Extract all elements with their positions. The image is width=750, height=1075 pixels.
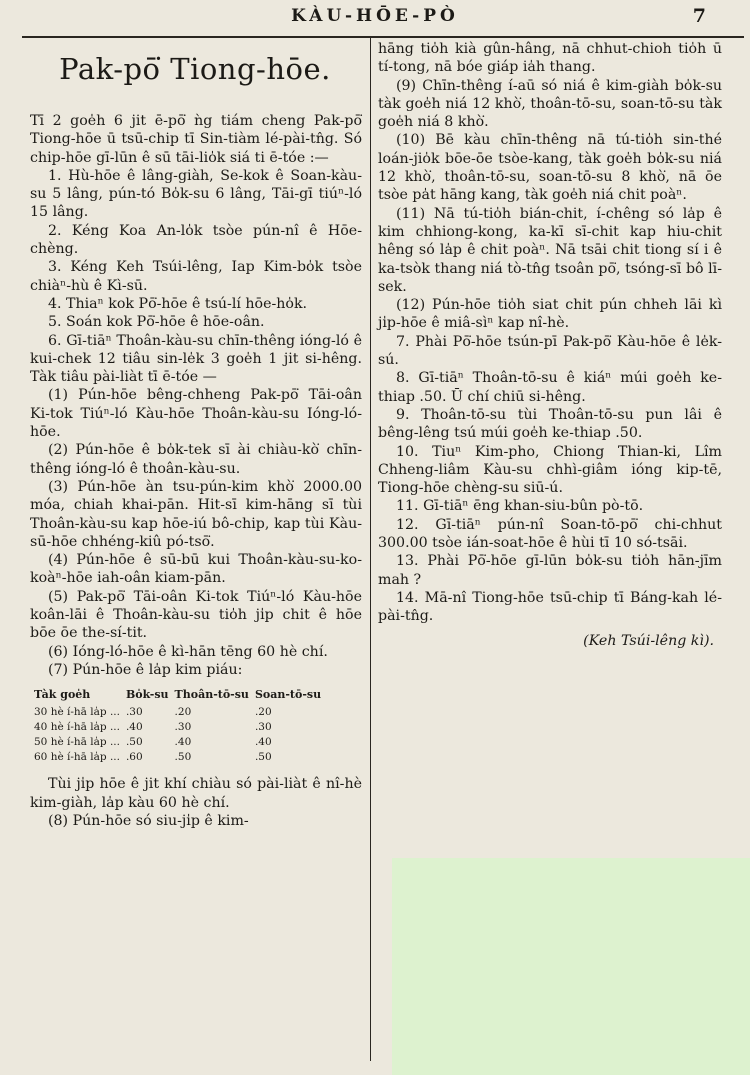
table-header-row xyxy=(34,687,327,705)
table-header: Bo̍k-su xyxy=(125,688,169,702)
item-1: 1. Hù-hōe ê lâng-giàh, Se-kok ê Soan-kàu-su 5 lâng, pún-tó Bo̍k-su 6 lâng, Tāi-gī tiúⁿ-ló 15 lâng. xyxy=(30,167,362,221)
table-cell: 40 hè í-hā la̍p ... xyxy=(34,721,120,734)
item-11: 11. Gī-tiāⁿ ēng khan-siu-bûn pò-tō. xyxy=(396,498,644,515)
clause-7: (7) Pún-hōe ê la̍p kim piáu: xyxy=(48,661,243,678)
clause-5: (5) Pak-pō͘ Tāi-oân Ki-tok Tiúⁿ-ló Kàu-hōe koân-lāi ê Thoân-kàu-su tio̍h ji̍p chit ê hōe bōe ōe the-sí-tit. xyxy=(30,588,362,642)
clause-6: (6) Ióng-ló-hōe ê kì-hān tēng 60 hè chí. xyxy=(48,643,328,660)
table-cell: 30 hè í-hā la̍p ... xyxy=(34,706,120,719)
table-cell: .30 xyxy=(174,721,192,734)
item-6: 6. Gī-tiāⁿ Thoân-kàu-su chīn-thêng ióng-ló ê kui-chek 12 tiâu sin-le̍k 3 goe̍h 1 jit si-hêng. Tàk tiâu pài-liàt tī ē-tóe — xyxy=(30,332,362,386)
table-cell: .50 xyxy=(174,751,192,764)
table-cell: .20 xyxy=(174,706,192,719)
blank-highlight-area xyxy=(392,858,750,1075)
item-12: 12. Gī-tiāⁿ pún-nî Soan-tō-pō͘ chi-chhut 300.00 tsòe ián-soat-hōe ê hùi tī 10 só-tsāi. xyxy=(378,516,722,552)
item-13: 13. Phài Pō͘-hōe gī-lūn bo̍k-su tio̍h hān-jīm mah ? xyxy=(378,553,722,588)
table-cell: .20 xyxy=(254,706,272,719)
clause-11: (11) Nā tú-tio̍h bián-chit, í-chêng só la̍p ê kim chhiong-kong, ka-kī sī-chit kap hiu-chit hêng só la̍p ê chit poàⁿ. Nā tsāi chit tiong sí i ê ka-tsòk thang niá tò-tn̂g tsoân pō͘, tsóng-sī bô lī-sek. xyxy=(378,205,722,295)
clause-10: (10) Bē kàu chīn-thêng nā tú-tio̍h sin-thé loán-jio̍k bōe-ōe tsòe-kang, tàk goe̍h bo̍k-su niá 12 khò͘, thoân-tō-su, soan-tō-su 8 khò͘, nā ōe tsòe pa̍t hāng kang, tàk goe̍h niá chit poàⁿ. xyxy=(378,132,722,204)
item-4: 4. Thiaⁿ kok Pō͘-hōe ê tsú-lí hōe-ho̍k. xyxy=(48,295,308,312)
item-14: 14. Mā-nî Tiong-hōe tsū-chip tī Báng-kah lé-pài-tn̂g. xyxy=(378,589,722,625)
table-row xyxy=(34,750,327,765)
table-header: Tàk goe̍h xyxy=(34,688,91,702)
table-cell: .30 xyxy=(125,706,143,719)
contribution-table xyxy=(34,687,327,765)
page-number: 7 xyxy=(692,5,706,27)
clause-2: (2) Pún-hōe ê bo̍k-tek sī ài chiàu-kò͘ chīn-thêng ióng-ló ê thoân-kàu-su. xyxy=(30,442,362,477)
table-cell: .40 xyxy=(125,721,143,734)
table-cell: .40 xyxy=(174,736,192,749)
table-cell: .40 xyxy=(254,736,272,749)
clause-12: (12) Pún-hōe tio̍h siat chit pún chheh lāi kì ji̍p-hōe ê miâ-sìⁿ kap nî-hè. xyxy=(378,297,722,332)
table-header: Thoân-tō-su xyxy=(174,688,249,702)
table-cell: 60 hè í-hā la̍p ... xyxy=(34,751,120,764)
newspaper-title: KÀU-HŌE-PÒ xyxy=(291,6,459,26)
column-divider xyxy=(370,36,371,1061)
clause-3: (3) Pún-hōe àn tsu-pún-kim khò͘ 2000.00 móa, chiah khai-pān. Hit-sī kim-hāng sī tùi Thoân-kàu-su kap hōe-iú bô-chip, kap tùi Kàu-sū-hōe chhéng-kiû pó-tsō͘. xyxy=(30,478,362,550)
table-cell: .60 xyxy=(125,751,143,764)
item-9: 9. Thoân-tō-su tùi Thoân-tō-su pun lâi ê bêng-lêng tsú múi goe̍h ke-thiap .50. xyxy=(378,406,722,442)
clause-4: (4) Pún-hōe ê sū-bū kui Thoân-kàu-su-ko-koàⁿ-hōe iah-oân kiam-pān. xyxy=(30,552,362,587)
clause-8-continued: hāng tio̍h kià gûn-hâng, nā chhut-chioh tio̍h ū tí-tong, nā bóe giáp ia̍h thang. xyxy=(378,41,722,76)
table-row xyxy=(34,735,327,750)
item-7: 7. Phài Pō͘-hōe tsún-pī Pak-pō͘ Kàu-hōe ê le̍k-sú. xyxy=(378,333,722,369)
table-cell: .30 xyxy=(254,721,272,734)
table-header: Soan-tō-su xyxy=(254,688,322,702)
left-column xyxy=(30,112,362,830)
table-cell: 50 hè í-hā la̍p ... xyxy=(34,736,120,749)
article-headline: Pak-pō͘ Tiong-hōe. xyxy=(59,52,331,86)
header-rule xyxy=(22,36,744,38)
item-2: 2. Kéng Koa An-lo̍k tsòe pún-nî ê Hōe-chèng. xyxy=(30,222,362,258)
item-10: 10. Tiuⁿ Kim-pho, Chiong Thian-ki, Lîm Chheng-liâm Kàu-su chhì-giâm ióng kip-tē, Tiong-hōe chèng-su siū-ú. xyxy=(378,443,722,497)
table-row xyxy=(34,705,327,720)
clause-9: (9) Chīn-thêng í-aū só niá ê kim-giàh bo̍k-su tàk goe̍h niá 12 khò͘, thoân-tō-su, soan-tō-su tàk goe̍h niá 8 khò͘. xyxy=(378,77,722,131)
author-signature: (Keh Tsúi-lêng kì). xyxy=(583,632,714,649)
clause-8-start: (8) Pún-hōe só siu-ji̍p ê kim- xyxy=(48,812,249,829)
item-8: 8. Gī-tiāⁿ Thoân-tō-su ê kiáⁿ múi goe̍h ke-thiap .50. Ū chí chiū si-hêng. xyxy=(378,370,722,405)
item-5: 5. Soán kok Pō͘-hōe ê hōe-oân. xyxy=(48,314,265,331)
table-cell: .50 xyxy=(254,751,272,764)
after-table-paragraph: Tùi ji̍p hōe ê jit khí chiàu só pài-liàt ê nî-hè kim-giàh, la̍p kàu 60 hè chí. xyxy=(30,776,362,811)
right-column xyxy=(378,40,722,650)
table-row xyxy=(34,720,327,735)
table-cell: .50 xyxy=(125,736,143,749)
item-3: 3. Kéng Keh Tsúi-lêng, Iap Kim-bo̍k tsòe chiàⁿ-hù ê Kì-sū. xyxy=(30,259,362,294)
intro-paragraph: Tī 2 goe̍h 6 jit ē-pō͘ ǹg tiám cheng Pak-pō͘ Tiong-hōe ū tsū-chip tī Sin-tiàm lé-pài-tn̂g. Só chip-hōe gī-lūn ê sū tāi-lio̍k siá ti ē-tóe :— xyxy=(30,113,362,166)
clause-1: (1) Pún-hōe bêng-chheng Pak-pō͘ Tāi-oân Ki-tok Tiúⁿ-ló Kàu-hōe Thoân-kàu-su Ióng-ló-hōe. xyxy=(30,387,362,441)
page-header xyxy=(0,0,750,34)
